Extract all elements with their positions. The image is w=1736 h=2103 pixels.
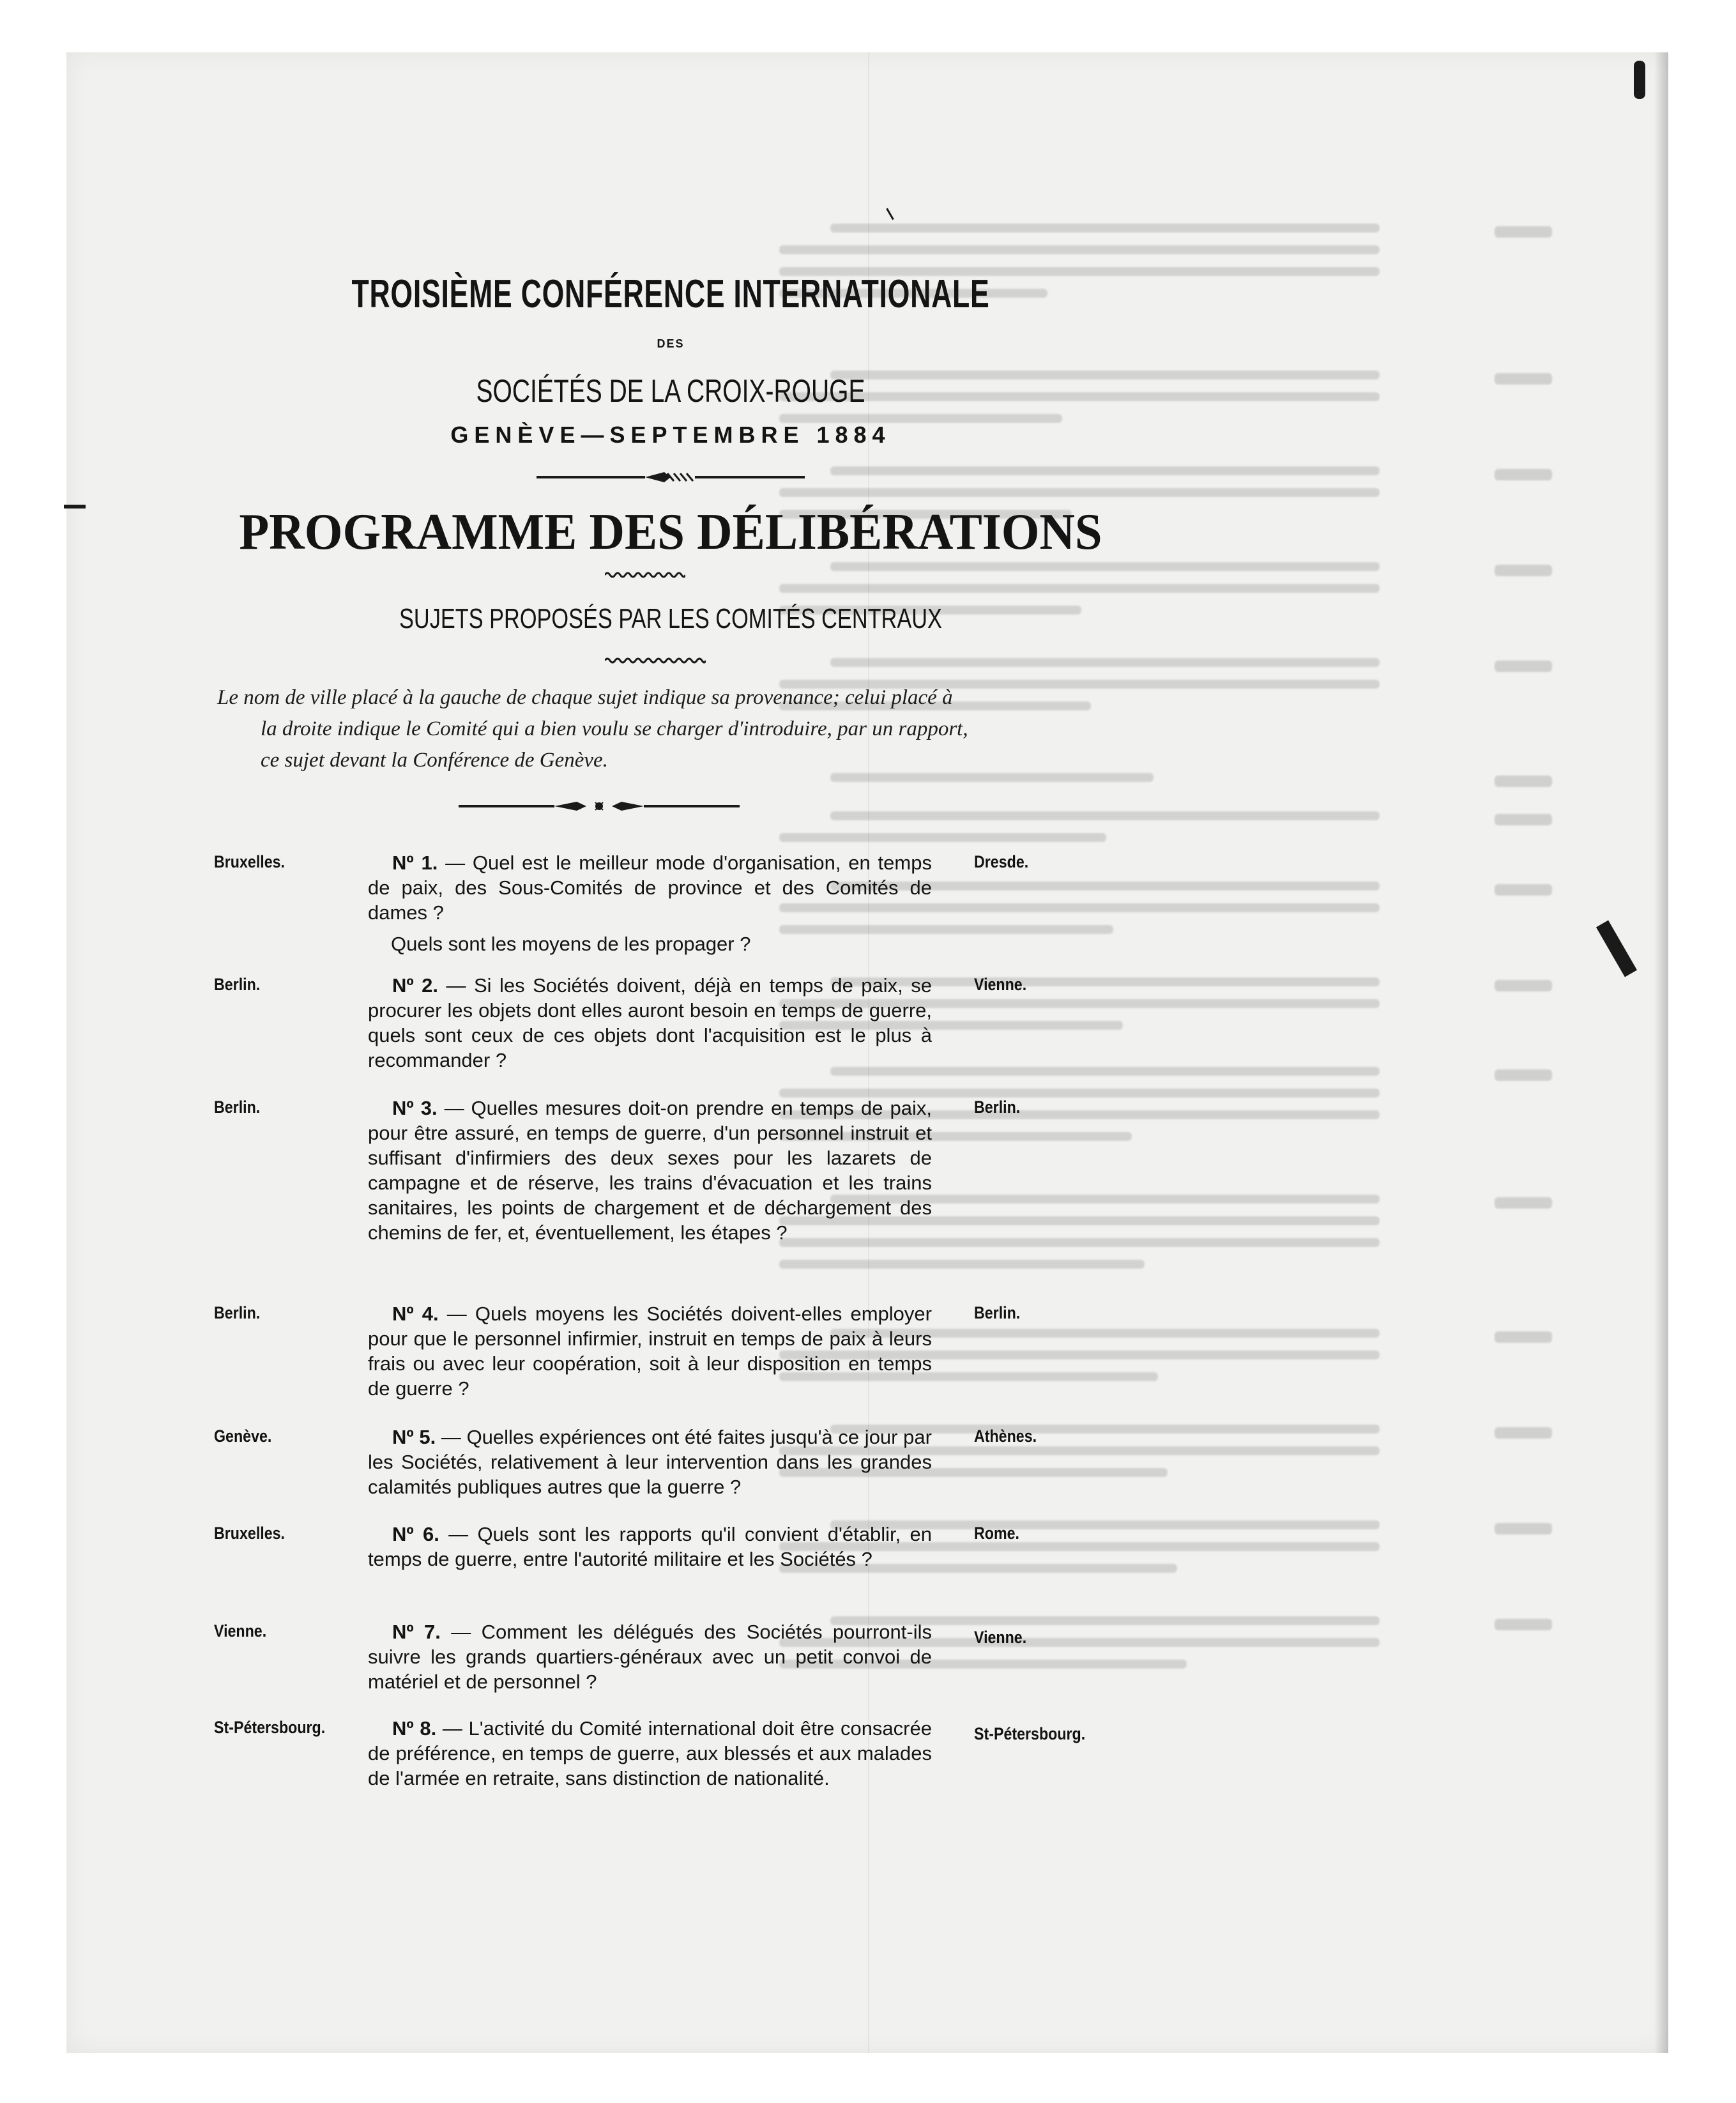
show-through-mark <box>830 811 1380 820</box>
show-through-mark <box>1495 1197 1552 1209</box>
note-line-1: Le nom de ville placé à la gauche de chaque sujet indique sa provenance; celui placé à <box>217 686 953 709</box>
show-through-mark <box>1495 980 1552 991</box>
topic-text <box>368 1619 932 1694</box>
topic-origin: Vienne. <box>214 1621 267 1640</box>
topic-rapporteur: Berlin. <box>974 1303 1021 1322</box>
topic-question: — Quelles expériences ont été faites jusqu'à ce jour par les Sociétés, relativement à leur intervention dans les grandes calamités publiques autres que la guerre ? <box>368 1426 932 1498</box>
topic-rapporteur: Athènes. <box>974 1426 1037 1446</box>
societies-title: SOCIÉTÉS DE LA CROIX-ROUGE <box>476 373 865 409</box>
topic-rapporteur: Vienne. <box>974 975 1027 994</box>
show-through-mark <box>1495 1069 1552 1081</box>
topic-rapporteur: St-Pétersbourg. <box>974 1724 1086 1743</box>
topic-origin: St-Pétersbourg. <box>214 1718 326 1737</box>
topic-question: — Quelles mesures doit-on prendre en temps de paix, pour être assuré, en temps de guerre, d'un personnel instruit et suffisant d'infirmiers des deux sexes pour les lazarets de campagne et de réserve, les trains d'évacuation et les trains sanitaires, les points de chargement et de déchargement des chemins de fer, et, éventuellement, les étapes ? <box>368 1097 932 1244</box>
ornament-rule-1 <box>537 470 805 485</box>
topic-text <box>368 1096 932 1245</box>
topic-question: — L'activité du Comité international doit être consacrée de préférence, en temps de guerre, aux blessés et aux malades de l'armée en retraite, sans distinction de nationalité. <box>368 1717 932 1789</box>
topic-origin: Berlin. <box>214 975 261 994</box>
ornament-wave-2 <box>605 656 706 665</box>
show-through-mark <box>1495 469 1552 480</box>
show-through-mark <box>1495 373 1552 385</box>
topic-number: Nº 4. <box>392 1303 439 1325</box>
show-through-mark <box>1495 1523 1552 1534</box>
programme-title: PROGRAMME DES DÉLIBÉRATIONS <box>239 504 1102 560</box>
topic-origin: Berlin. <box>214 1303 261 1322</box>
topic-text <box>368 850 932 925</box>
conference-title: TROISIÈME CONFÉRENCE INTERNATIONALE <box>351 272 990 316</box>
place-date: GENÈVE—SEPTEMBRE 1884 <box>450 422 891 448</box>
show-through-mark <box>830 773 1154 782</box>
topic-origin: Bruxelles. <box>214 1524 286 1543</box>
show-through-mark <box>1495 1619 1552 1630</box>
topic-rapporteur: Dresde. <box>974 852 1029 871</box>
topic-number: Nº 2. <box>392 974 439 997</box>
paper-edge-shadow <box>1654 52 1668 2053</box>
topic-question: — Si les Sociétés doivent, déjà en temps de paix, se procurer les objets dont elles auront besoin en temps de guerre, quels sont ceux de ces objets dont l'acquisition est le plus à recommander ? <box>368 974 932 1071</box>
ornament-rule-2 <box>459 799 740 814</box>
topic-number: Nº 5. <box>392 1426 436 1448</box>
topic-text <box>368 1301 932 1401</box>
note-line-3: ce sujet devant la Conférence de Genève. <box>261 749 608 772</box>
topic-text <box>368 1522 932 1572</box>
topic-number: Nº 7. <box>392 1621 441 1643</box>
show-through-mark <box>1495 661 1552 672</box>
topic-rapporteur: Vienne. <box>974 1628 1027 1647</box>
topic-number: Nº 6. <box>392 1523 439 1545</box>
show-through-mark <box>830 466 1380 475</box>
show-through-mark <box>1495 1427 1552 1439</box>
show-through-mark <box>830 658 1380 667</box>
topic-question: — Quels moyens les Sociétés doivent-elles employer pour que le personnel infirmier, instruit en temps de paix à leurs frais ou avec leur coopération, soit à leur disposition en temps de guerre ? <box>368 1303 932 1400</box>
topic-question: — Quel est le meilleur mode d'organisation, en temps de paix, des Sous-Comités de province et des Comités de dames ? <box>368 852 932 924</box>
conference-des: DES <box>657 337 685 350</box>
topic-origin: Genève. <box>214 1426 272 1446</box>
show-through-mark <box>1495 884 1552 896</box>
topic-text <box>368 973 932 1073</box>
show-through-mark <box>1495 814 1552 825</box>
show-through-mark <box>830 562 1380 571</box>
show-through-mark <box>1495 1331 1552 1343</box>
topic-number: Nº 8. <box>392 1717 437 1740</box>
show-through-mark <box>1495 565 1552 576</box>
show-through-mark <box>779 833 1106 842</box>
show-through-mark <box>779 584 1380 593</box>
show-through-mark <box>779 245 1380 254</box>
topic-number: Nº 3. <box>392 1097 438 1119</box>
show-through-mark <box>830 224 1380 233</box>
topic-number: Nº 1. <box>392 852 438 874</box>
topic-text <box>368 1716 932 1791</box>
show-through-mark <box>1495 226 1552 238</box>
topic-text <box>368 1425 932 1499</box>
ornament-wave-1 <box>605 570 685 579</box>
topic-question: — Comment les délégués des Sociétés pourront-ils suivre les grands quartiers-généraux avec un petit convoi de matériel et de personnel ? <box>368 1621 932 1693</box>
edge-mark <box>1634 61 1645 99</box>
show-through-mark <box>779 1260 1145 1269</box>
topic-origin: Berlin. <box>214 1097 261 1117</box>
note-line-2: la droite indique le Comité qui a bien voulu se charger d'introduire, par un rapport, <box>261 717 968 740</box>
topic-rapporteur: Rome. <box>974 1524 1019 1543</box>
show-through-mark <box>779 925 1113 934</box>
show-through-mark <box>779 488 1380 497</box>
topic-rapporteur: Berlin. <box>974 1097 1021 1117</box>
topic-origin: Bruxelles. <box>214 852 286 871</box>
topic-subquestion: Quels sont les moyens de les propager ? <box>391 933 751 955</box>
subtitle: SUJETS PROPOSÉS PAR LES COMITÉS CENTRAUX <box>399 603 942 634</box>
topic-question: — Quels sont les rapports qu'il convient d'établir, en temps de guerre, entre l'autorité militaire et les Sociétés ? <box>368 1523 932 1570</box>
show-through-mark <box>1495 776 1552 787</box>
